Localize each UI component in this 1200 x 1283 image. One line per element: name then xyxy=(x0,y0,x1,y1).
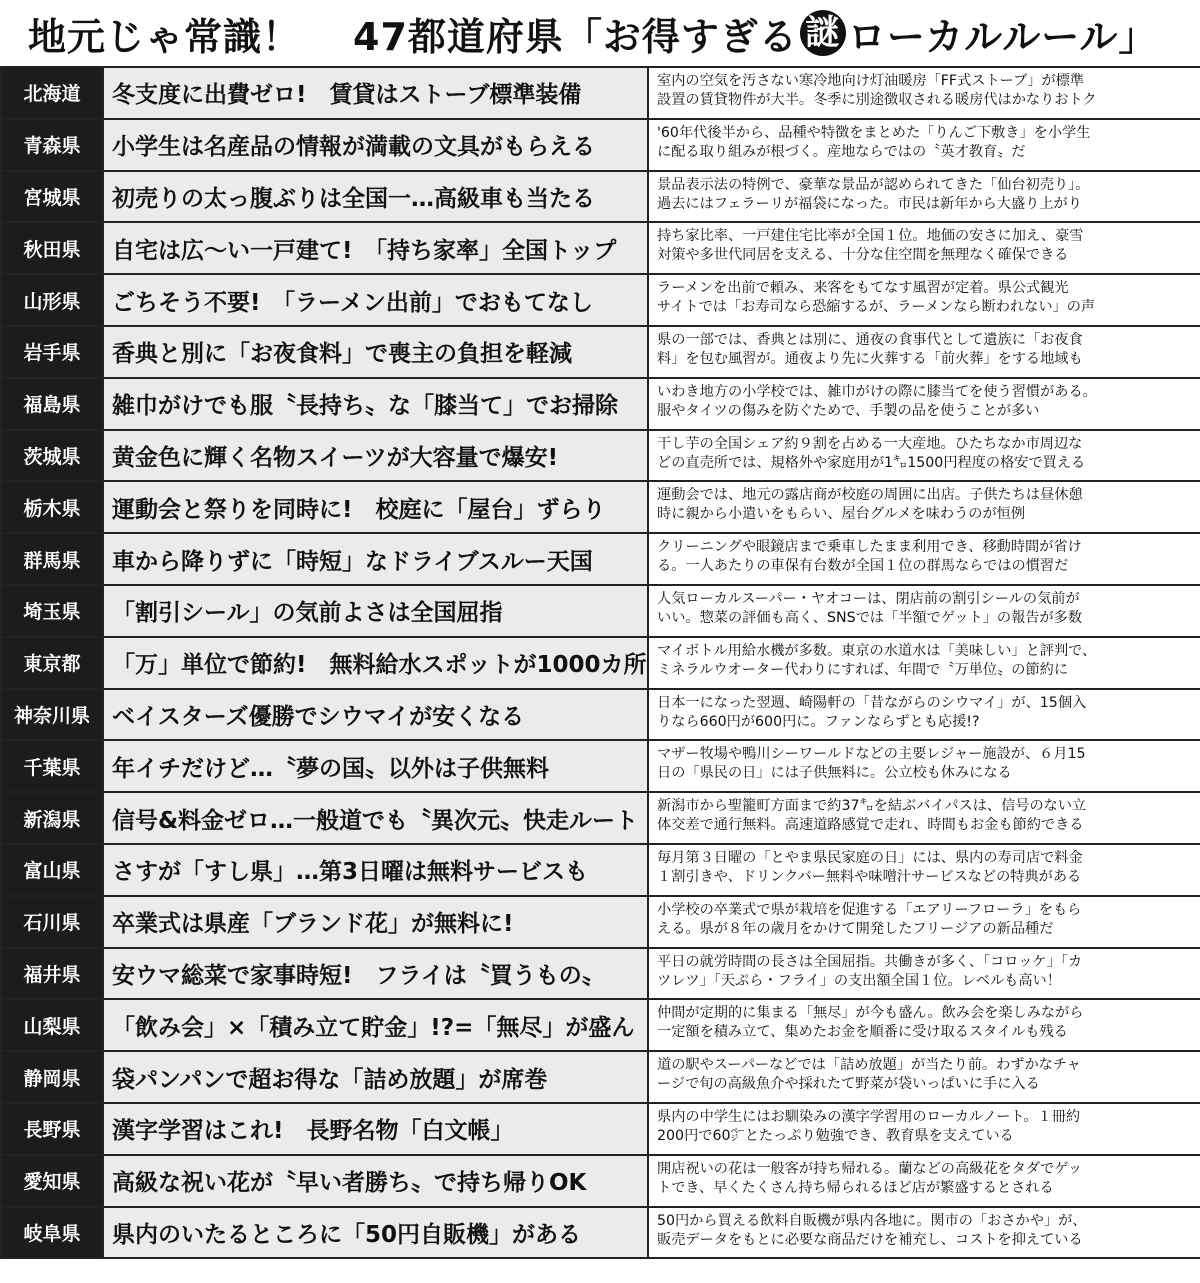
table-row xyxy=(2,223,1200,275)
rule-headline: 県内のいたるところに「50円自販機」がある xyxy=(104,1208,649,1258)
description-line: 景品表示法の特例で、豪華な景品が認められてきた「仙台初売り」。 xyxy=(657,176,1090,193)
rule-headline: 小学生は名産品の情報が満載の文具がもらえる xyxy=(104,120,649,170)
prefecture-label: 富山県 xyxy=(2,845,104,895)
table-row xyxy=(2,741,1200,793)
table-row xyxy=(2,1156,1200,1208)
prefecture-label: 北海道 xyxy=(2,68,104,118)
rule-description xyxy=(649,690,1200,740)
description-line: ラーメンを出前で頼み、来客をもてなす風習が定着。県公式観光 xyxy=(657,280,1069,297)
rule-description xyxy=(649,482,1200,532)
rule-headline: 黄金色に輝く名物スイーツが大容量で爆安! xyxy=(104,431,649,481)
prefecture-label: 長野県 xyxy=(2,1104,104,1154)
description-line: える。県が８年の歳月をかけて開発したフリージアの新品種だ xyxy=(657,920,1054,937)
description-line: る。一人あたりの車保有台数が全国１位の群馬ならではの慣習だ xyxy=(657,558,1069,575)
prefecture-label: 福井県 xyxy=(2,949,104,999)
description-line: ージで旬の高級魚介や採れたて野菜が袋いっぱいに手に入る xyxy=(657,1076,1040,1093)
description-line: 過去にはフェラーリが福袋になった。市民は新年から大盛り上がり xyxy=(657,195,1082,212)
rule-description xyxy=(649,741,1200,791)
table-row xyxy=(2,1104,1200,1156)
table-row xyxy=(2,897,1200,949)
rule-headline: 雑巾がけでも服〝長持ち〟な「膝当て」でお掃除 xyxy=(104,379,649,429)
rule-headline: 香典と別に「お夜食料」で喪主の負担を軽減 xyxy=(104,327,649,377)
rule-description xyxy=(649,223,1200,273)
prefecture-label: 岩手県 xyxy=(2,327,104,377)
title-right-after: ローカルルール」 xyxy=(847,14,1158,59)
rule-headline: ベイスターズ優勝でシウマイが安くなる xyxy=(104,690,649,740)
rule-description xyxy=(649,68,1200,118)
prefecture-label: 神奈川県 xyxy=(2,690,104,740)
description-line: 日の「県民の日」には子供無料に。公立校も休みになる xyxy=(657,765,1012,782)
prefecture-label: 埼玉県 xyxy=(2,586,104,636)
rule-description xyxy=(649,172,1200,222)
description-line: １割引きや、ドリンクバー無料や味噌汁サービスなどの特典がある xyxy=(657,868,1082,885)
rule-description xyxy=(649,431,1200,481)
table-row xyxy=(2,327,1200,379)
prefecture-label: 石川県 xyxy=(2,897,104,947)
prefecture-label: 千葉県 xyxy=(2,741,104,791)
description-line: マザー牧場や鴨川シーワールドなどの主要レジャー施設が、６月15 xyxy=(657,746,1086,763)
prefecture-label: 群馬県 xyxy=(2,534,104,584)
rule-description xyxy=(649,845,1200,895)
rule-headline: 冬支度に出費ゼロ! 賃貸はストーブ標準装備 xyxy=(104,68,649,118)
description-line: サイトでは「お寿司なら恐縮するが、ラーメンなら断われない」の声 xyxy=(657,299,1096,316)
rule-headline: 「割引シール」の気前よさは全国屈指 xyxy=(104,586,649,636)
prefecture-label: 青森県 xyxy=(2,120,104,170)
table-row xyxy=(2,1208,1200,1260)
description-line: りなら660円が600円に。ファンならずとも応援!? xyxy=(657,713,980,730)
prefecture-label: 栃木県 xyxy=(2,482,104,532)
prefecture-label: 愛知県 xyxy=(2,1156,104,1206)
rule-headline: 高級な祝い花が〝早い者勝ち〟で持ち帰りOK xyxy=(104,1156,649,1206)
description-line: クリーニングや眼鏡店まで乗車したまま利用でき、移動時間が省け xyxy=(657,539,1082,556)
rule-description xyxy=(649,379,1200,429)
description-line: 室内の空気を汚さない寒冷地向け灯油暖房「FF式ストーブ」が標準 xyxy=(657,73,1085,89)
prefecture-label: 山形県 xyxy=(2,275,104,325)
description-line: 運動会では、地元の露店商が校庭の周囲に出店。子供たちは昼休憩 xyxy=(657,487,1083,504)
prefecture-label: 新潟県 xyxy=(2,793,104,843)
rule-description xyxy=(649,1208,1200,1258)
rule-description xyxy=(649,586,1200,636)
table-row xyxy=(2,120,1200,172)
description-line: 体交差で通行無料。高速道路感覚で走れ、時間もお金も節約できる xyxy=(657,817,1084,834)
description-line: 持ち家比率、一戸建住宅比率が全国１位。地価の安さに加え、豪雪 xyxy=(657,228,1084,245)
rule-headline: 信号&料金ゼロ…一般道でも〝異次元〟快走ルート xyxy=(104,793,649,843)
description-line: 平日の就労時間の長さは全国屈指。共働きが多く、「コロッケ」「カ xyxy=(657,953,1083,970)
rule-headline: 車から降りずに「時短」なドライブスルー天国 xyxy=(104,534,649,584)
rule-description xyxy=(649,1104,1200,1154)
table-row xyxy=(2,586,1200,638)
rule-headline: 初売りの太っ腹ぶりは全国一…高級車も当たる xyxy=(104,172,649,222)
title-mark-badge: 謎 xyxy=(800,10,846,56)
rule-description xyxy=(649,793,1200,843)
description-line: どの直売所では、規格外や家庭用が1㌔1500円程度の格安で買える xyxy=(657,454,1086,471)
description-line: に配る取り組みが根づく。産地ならではの〝英才教育〟だ xyxy=(657,143,1026,160)
table-row xyxy=(2,68,1200,120)
rule-description xyxy=(649,275,1200,325)
prefecture-label: 東京都 xyxy=(2,638,104,688)
table-row xyxy=(2,845,1200,897)
description-line: 対策や多世代同居を支える、十分な住空間を無理なく確保できる xyxy=(657,247,1069,264)
description-line: 販売データをもとに必要な商品だけを補充し、コストを抑えている xyxy=(657,1231,1083,1248)
rule-description xyxy=(649,120,1200,170)
description-line: 料」を包む風習が。通夜より先に火葬する「前火葬」をする地域も xyxy=(657,350,1083,367)
table-row xyxy=(2,793,1200,845)
title-left: 地元じゃ常識！ xyxy=(28,14,302,59)
description-line: '60年代後半から、品種や特徴をまとめた「りんご下敷き」を小学生 xyxy=(657,124,1091,141)
rule-headline: 袋パンパンで超お得な「詰め放題」が席巻 xyxy=(104,1052,649,1102)
rule-headline: 運動会と祭りを同時に! 校庭に「屋台」ずらり xyxy=(104,482,649,532)
rule-description xyxy=(649,1052,1200,1102)
description-line: 仲間が定期的に集まる「無尽」が今も盛ん。飲み会を楽しみながら xyxy=(657,1005,1084,1022)
rule-description xyxy=(649,1156,1200,1206)
description-line: 服やタイツの傷みを防ぐためで、手製の品を使うことが多い xyxy=(657,402,1040,419)
rule-headline: 自宅は広〜い一戸建て! 「持ち家率」全国トップ xyxy=(104,223,649,273)
description-line: マイボトル用給水機が多数。東京の水道水は「美味しい」と評判で、 xyxy=(657,642,1097,659)
rule-description xyxy=(649,638,1200,688)
title-right-before: 47都道府県「お得すぎる xyxy=(353,14,798,59)
description-line: いい。惣菜の評価も高く、SNSでは「半額でゲット」の報告が多数 xyxy=(657,609,1083,626)
rule-description xyxy=(649,534,1200,584)
description-line: 県内の中学生にはお馴染みの漢字学習用のローカルノート。１冊約 xyxy=(657,1108,1081,1125)
description-line: 人気ローカルスーパー・ヤオコーは、閉店前の割引シールの気前が xyxy=(657,590,1080,607)
rule-headline: 年イチだけど…〝夢の国〟以外は子供無料 xyxy=(104,741,649,791)
table-row xyxy=(2,275,1200,327)
description-line: 設置の賃貸物件が大半。冬季に別途徴収される暖房代はかなりおトク xyxy=(657,92,1097,108)
description-line: 50円から買える飲料自販機が県内各地に。関市の「おさかや」が、 xyxy=(657,1212,1087,1229)
prefecture-label: 静岡県 xyxy=(2,1052,104,1102)
table-row xyxy=(2,379,1200,431)
description-line: 干し芋の全国シェア約９割を占める一大産地。ひたちなか市周辺な xyxy=(657,435,1083,452)
description-line: 日本一になった翌週、崎陽軒の「昔ながらのシウマイ」が、15個入 xyxy=(657,694,1087,711)
description-line: 時に親から小遣いをもらい、屋台グルメを味わうのが恒例 xyxy=(657,506,1026,523)
table-row xyxy=(2,172,1200,224)
rule-headline: 「万」単位で節約! 無料給水スポットが1000カ所 xyxy=(104,638,649,688)
rule-headline: 漢字学習はこれ! 長野名物「白文帳」 xyxy=(104,1104,649,1154)
rule-description xyxy=(649,949,1200,999)
prefecture-label: 秋田県 xyxy=(2,223,104,273)
table-row xyxy=(2,1000,1200,1052)
rule-headline: 卒業式は県産「ブランド花」が無料に! xyxy=(104,897,649,947)
prefecture-label: 岐阜県 xyxy=(2,1208,104,1258)
description-line: 県の一部では、香典とは別に、通夜の食事代として遺族に「お夜食 xyxy=(657,331,1083,348)
prefecture-label: 茨城県 xyxy=(2,431,104,481)
description-line: ミネラルウオーター代わりにすれば、年間で〝万単位〟の節約に xyxy=(657,661,1069,678)
description-line: 毎月第３日曜の「とやま県民家庭の日」には、県内の寿司店で料金 xyxy=(657,849,1083,866)
description-line: 開店祝いの花は一般客が持ち帰れる。蘭などの高級花をタダでゲッ xyxy=(657,1160,1083,1177)
table-row xyxy=(2,534,1200,586)
rule-description xyxy=(649,327,1200,377)
table-row xyxy=(2,638,1200,690)
rule-description xyxy=(649,897,1200,947)
prefecture-label: 山梨県 xyxy=(2,1000,104,1050)
description-line: 200円で60㌻とたっぷり勉強でき、教育県を支えている xyxy=(657,1127,1014,1144)
prefecture-label: 福島県 xyxy=(2,379,104,429)
description-line: いわき地方の小学校では、雑巾がけの際に膝当てを使う習慣がある。 xyxy=(657,383,1097,400)
local-rules-table xyxy=(0,66,1200,1259)
description-line: 新潟市から聖籠町方面まで約37㌔を結ぶバイパスは、信号のない立 xyxy=(657,798,1087,815)
rule-headline: 「飲み会」×「積み立て貯金」!?=「無尽」が盛ん xyxy=(104,1000,649,1050)
description-line: 道の駅やスーパーなどでは「詰め放題」が当たり前。わずかなチャ xyxy=(657,1057,1081,1074)
description-line: トでき、早くたくさん持ち帰られるほど店が繁盛するとされる xyxy=(657,1179,1054,1196)
rule-headline: 安ウマ総菜で家事時短! フライは〝買うもの〟 xyxy=(104,949,649,999)
table-row xyxy=(2,431,1200,483)
table-row xyxy=(2,949,1200,1001)
rule-headline: ごちそう不要! 「ラーメン出前」でおもてなし xyxy=(104,275,649,325)
table-row xyxy=(2,482,1200,534)
description-line: 一定額を積み立て、集めたお金を順番に受け取るスタイルも残る xyxy=(657,1024,1068,1041)
prefecture-label: 宮城県 xyxy=(2,172,104,222)
table-row xyxy=(2,1052,1200,1104)
table-row xyxy=(2,690,1200,742)
description-line: 小学校の卒業式で県が栽培を促進する「エアリーフローラ」をもら xyxy=(657,901,1082,918)
rule-description xyxy=(649,1000,1200,1050)
rule-headline: さすが「すし県」…第3日曜は無料サービスも xyxy=(104,845,649,895)
page-title xyxy=(0,0,1200,66)
description-line: ツレツ」「天ぷら・フライ」の支出額全国１位。レベルも高い！ xyxy=(657,972,1061,989)
